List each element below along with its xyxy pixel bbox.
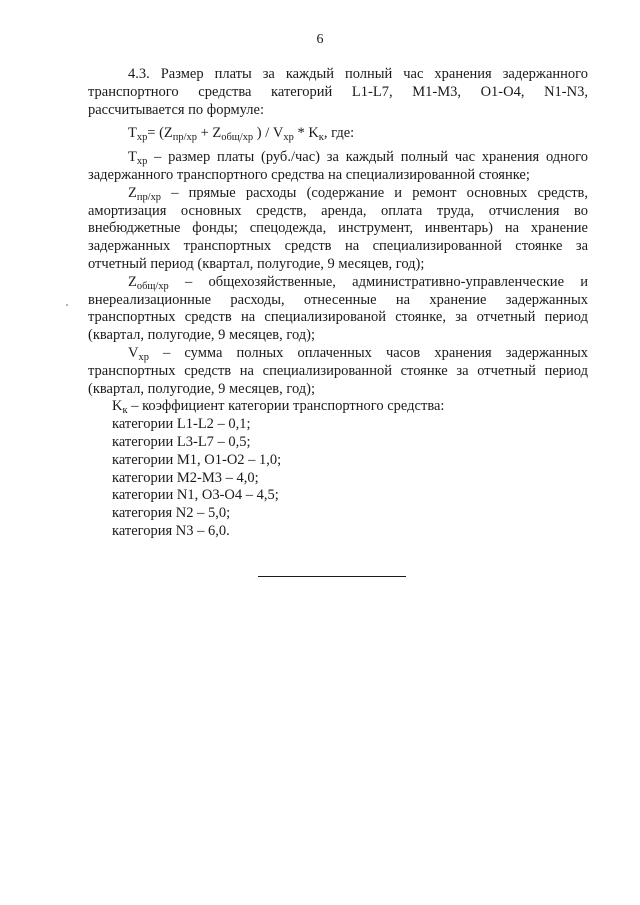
formula-k-sub: к bbox=[318, 132, 324, 144]
definition-subscript: общ/хр bbox=[136, 280, 169, 292]
definition-k bbox=[88, 398, 588, 416]
category-item: категория N3 – 6,0. bbox=[112, 522, 230, 539]
definition-z-direct bbox=[88, 185, 588, 274]
category-item: категории L3-L7 – 0,5; bbox=[112, 433, 251, 450]
definition-text: – размер платы (руб./час) за каждый полный час хранения одного задержанного транспортного средства на специализированной стоянке; bbox=[88, 149, 588, 183]
definition-z-general bbox=[88, 274, 588, 345]
formula-line bbox=[88, 125, 588, 143]
category-item: категории M2-M3 – 4,0; bbox=[112, 469, 259, 486]
definition-symbol: Z bbox=[128, 184, 137, 201]
definition-text: – коэффициент категории транспортного средства: bbox=[127, 398, 445, 415]
formula-times: * K bbox=[293, 125, 319, 142]
formula-term2-sub: общ/хр bbox=[221, 132, 254, 144]
category-item: категории L1-L2 – 0,1; bbox=[112, 416, 251, 433]
document-body bbox=[88, 66, 588, 541]
definition-subscript: к bbox=[122, 405, 128, 417]
definition-v bbox=[88, 345, 588, 398]
definition-subscript: хр bbox=[138, 351, 149, 363]
definition-text: – сумма полных оплаченных часов хранения задержанных транспортных средств на специализированной стоянке за отчетный период (квартал, полугодие, 9 месяцев, год); bbox=[88, 344, 588, 397]
definition-t bbox=[88, 149, 588, 185]
formula-close-div: ) / V bbox=[253, 125, 284, 142]
formula-term1-sub: пр/хр bbox=[172, 132, 197, 144]
formula-lhs: Т bbox=[128, 125, 137, 142]
formula-lhs-sub: хр bbox=[136, 132, 148, 144]
closing-divider bbox=[258, 576, 406, 577]
definition-text: – прямые расходы (содержание и ремонт основных средств, амортизация основных средств, аренда, оплата труда, отчисления во внебюджетные фонды; спецодежда, инструмент, инвентарь) на хранение задержанных транспортных средств на специализированной стоянке за отчетный период (квартал, полугодие, 9 месяцев, год); bbox=[88, 184, 588, 272]
intro-paragraph: 4.3. Размер платы за каждый полный час хранения задержанного транспортного средства категорий L1-L7, M1-M3, O1-O4, N1-N3, рассчитывается по формуле: bbox=[88, 66, 588, 118]
formula-tail: , где: bbox=[323, 125, 355, 142]
definition-symbol: Т bbox=[128, 149, 137, 166]
definition-subscript: хр bbox=[136, 156, 148, 168]
category-item: категория N2 – 5,0; bbox=[112, 505, 231, 522]
formula-plus: + Z bbox=[196, 125, 222, 142]
definition-symbol: K bbox=[112, 398, 123, 415]
definition-symbol: Z bbox=[128, 273, 137, 290]
category-item: категории M1, O1-O2 – 1,0; bbox=[112, 451, 282, 468]
category-item: категории N1, O3-O4 – 4,5; bbox=[112, 487, 279, 504]
definition-subscript: пр/хр bbox=[136, 191, 162, 203]
formula-v-sub: хр bbox=[283, 132, 294, 144]
page-number: 6 bbox=[316, 32, 324, 47]
definition-symbol: V bbox=[128, 344, 139, 361]
formula-eq-open: = (Z bbox=[147, 125, 173, 142]
scan-speck bbox=[66, 304, 68, 306]
definition-text: – общехозяйственные, административно-управленческие и внереализационные расходы, отнесенные на хранение задержанных транспортных средств на специализированой стоянке, за отчетный период (квартал, полугодие, 9 месяцев, год); bbox=[88, 273, 588, 344]
